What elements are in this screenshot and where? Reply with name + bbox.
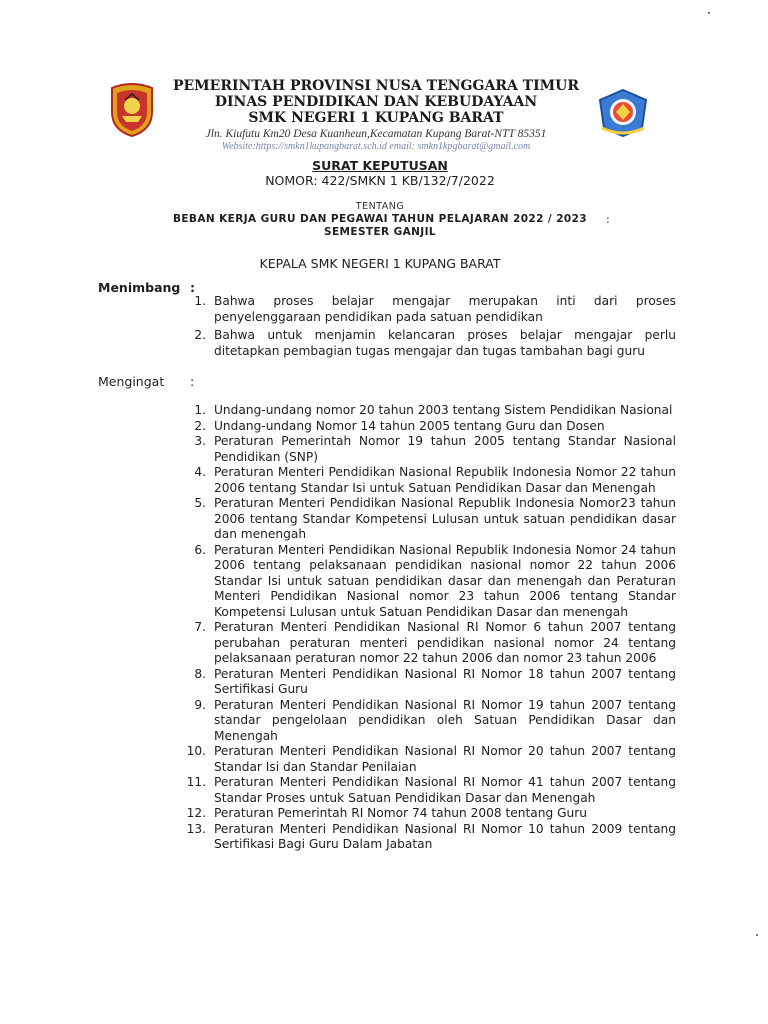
issuer-title: KEPALA SMK NEGERI 1 KUPANG BARAT xyxy=(259,256,501,271)
tentang-label: TENTANG xyxy=(355,201,405,212)
school-emblem-icon xyxy=(596,88,650,138)
list-item: 9. Peraturan Menteri Pendidikan Nasional RI Nomor 19 tahun 2007 tentang standar pengelolaan pendidikan oleh Satuan Pendidikan Dasar dan Menengah xyxy=(194,697,676,743)
scan-speck xyxy=(708,12,710,14)
subject-colon: : xyxy=(606,213,610,226)
document-title-block xyxy=(180,158,580,189)
list-item: 8. Peraturan Menteri Pendidikan Nasional RI Nomor 18 tahun 2007 tentang Sertifikasi Guru xyxy=(194,666,676,696)
scan-speck xyxy=(756,934,758,936)
menimbang-list xyxy=(184,294,676,362)
list-item: 11. Peraturan Menteri Pendidikan Nasional RI Nomor 41 tahun 2007 tentang Standar Proses untuk Satuan Pendidikan Dasar dan Menengah xyxy=(186,775,676,805)
list-item: 13. Peraturan Menteri Pendidikan Nasional RI Nomor 10 tahun 2009 tentang Sertifikasi Bagi Guru Dalam Jabatan xyxy=(186,821,676,851)
list-item: 12. Peraturan Pemerintah RI Nomor 74 tahun 2008 tentang Guru xyxy=(186,806,587,820)
list-item: 6. Peraturan Menteri Pendidikan Nasional Republik Indonesia Nomor 24 tahun 2006 tentang pelaksanaan pendidikan nasional nomor 22 tahun 2006 Standar Isi untuk satuan pendidikan dasar dan menengah dan Peraturan Menteri Pendidikan Nasional nomor 23 tahun 2006 tentang Standar Kompetensi Lulusan untuk Satuan Pendidikan Dasar dan menengah xyxy=(194,542,676,619)
list-item: 10. Peraturan Menteri Pendidikan Nasional RI Nomor 20 tahun 2007 tentang Standar Isi dan Standar Penilaian xyxy=(186,744,676,774)
list-item: 2. Undang-undang Nomor 14 tahun 2005 tentang Guru dan Dosen xyxy=(194,418,605,433)
menimbang-colon: : xyxy=(190,280,195,295)
subject-line-1: BEBAN KERJA GURU DAN PEGAWAI TAHUN PELAJARAN 2022 / 2023 xyxy=(172,213,588,225)
list-item: 2. Bahwa untuk menjamin kelancaran proses belajar mengajar perlu ditetapkan pembagian tugas mengajar dan tugas tambahan bagi guru xyxy=(194,328,676,358)
letterhead xyxy=(160,78,592,153)
list-item: 4. Peraturan Menteri Pendidikan Nasional Republik Indonesia Nomor 22 tahun 2006 tentang Standar Isi untuk Satuan Pendidikan Dasar dan Menengah xyxy=(194,465,676,495)
mengingat-label: Mengingat xyxy=(98,374,165,389)
ntt-province-emblem-icon xyxy=(108,82,156,138)
letterhead-line-1: PEMERINTAH PROVINSI NUSA TENGGARA TIMUR xyxy=(172,78,579,94)
list-item: 3. Peraturan Pemerintah Nomor 19 tahun 2005 tentang Standar Nasional Pendidikan (SNP) xyxy=(194,434,676,464)
mengingat-list xyxy=(184,403,676,853)
letterhead-line-3: SMK NEGERI 1 KUPANG BARAT xyxy=(248,110,504,126)
menimbang-label: Menimbang xyxy=(98,280,181,295)
list-item: 1. Bahwa proses belajar mengajar merupakan inti dari proses penyelenggaraan pendidikan pada satuan pendidikan xyxy=(194,294,676,324)
list-item: 7. Peraturan Menteri Pendidikan Nasional RI Nomor 6 tahun 2007 tentang perubahan peraturan menteri pendidikan nasional nomor 24 tentang pelaksanaan peraturan nomor 22 tahun 2006 dan nomor 23 tahun 2006 xyxy=(194,620,676,665)
mengingat-colon: : xyxy=(190,374,195,389)
list-item: 1. Undang-undang nomor 20 tahun 2003 tentang Sistem Pendidikan Nasional xyxy=(194,403,673,417)
letterhead-website: Website:https://smkn1kupangbarat.sch.id email: smkn1kpgbarat@gmail.com xyxy=(221,141,531,152)
document-number: NOMOR: 422/SMKN 1 KB/132/7/2022 xyxy=(265,173,495,188)
document-subject xyxy=(130,213,630,239)
list-item: 5. Peraturan Menteri Pendidikan Nasional Republik Indonesia Nomor23 tahun 2006 tentang Standar Kompetensi Lulusan untuk satuan pendidikan dasar dan menengah xyxy=(194,496,676,541)
letterhead-address: Jln. Kiufutu Km20 Desa Kuanheun,Kecamatan Kupang Barat-NTT 85351 xyxy=(205,128,547,140)
document-title: SURAT KEPUTUSAN xyxy=(312,158,448,173)
subject-line-2: SEMESTER GANJIL xyxy=(323,226,437,238)
letterhead-line-2: DINAS PENDIDIKAN DAN KEBUDAYAAN xyxy=(214,94,538,110)
